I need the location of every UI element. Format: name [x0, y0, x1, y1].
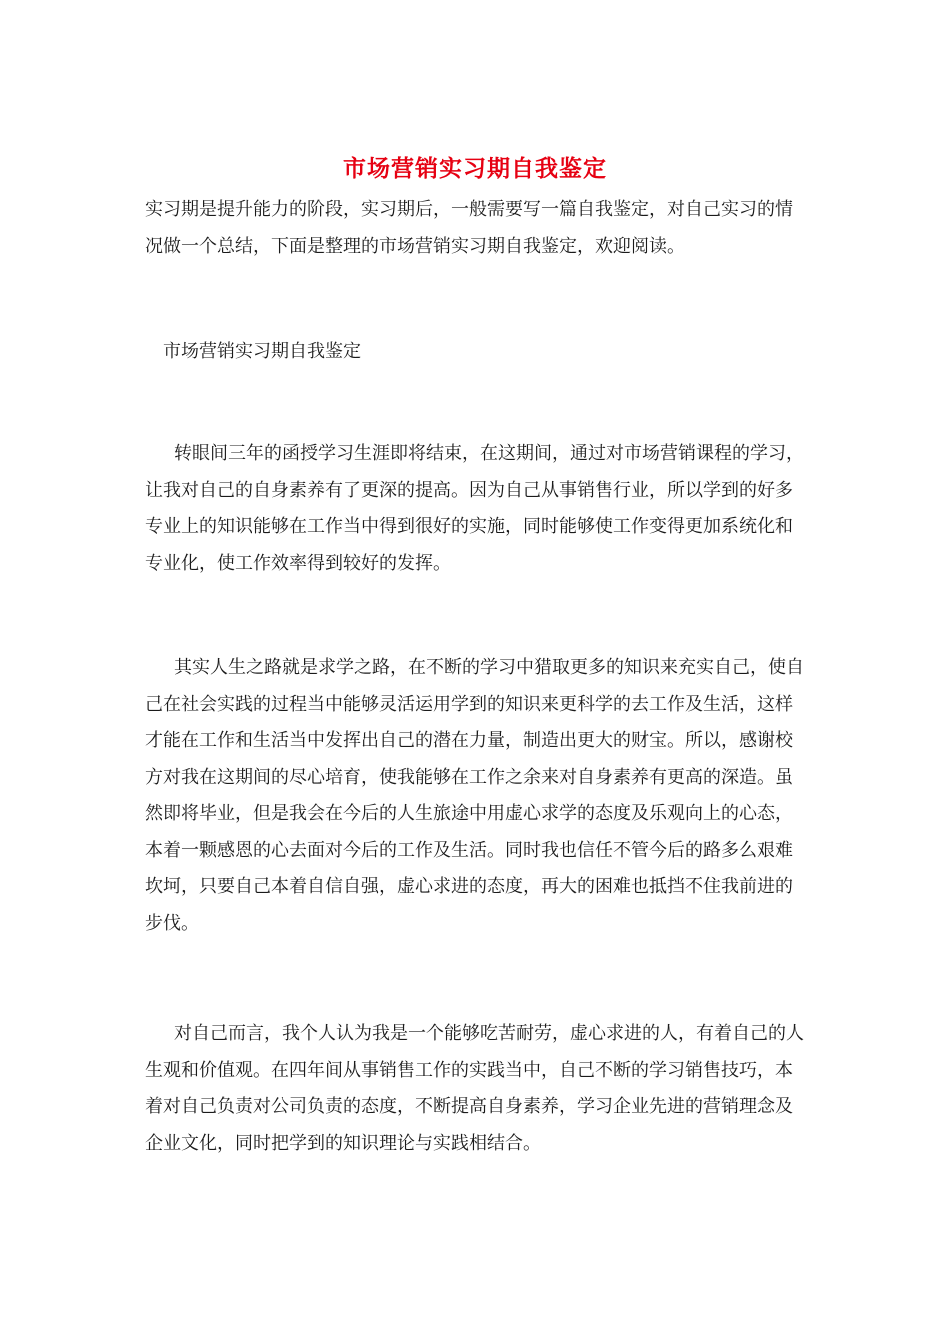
paragraph-text: 转眼间三年的函授学习生涯即将结束，在这期间，通过对市场营销课程的学习，让我对自己的自身素养有了更深的提高。因为自己从事销售行业，所以学到的好多专业上的知识能够在工作当中得到很好的实施，同时能够使工作变得更加系统化和专业化，使工作效率得到较好的发挥。	[145, 443, 804, 574]
body-paragraph-1	[145, 436, 810, 582]
body-paragraph-2	[145, 650, 810, 942]
section-subtitle	[145, 334, 810, 371]
subtitle-text: 市场营销实习期自我鉴定	[163, 341, 361, 362]
intro-text: 实习期是提升能力的阶段，实习期后，一般需要写一篇自我鉴定，对自己实习的情况做一个总结，下面是整理的市场营销实习期自我鉴定，欢迎阅读。	[145, 199, 793, 257]
paragraph-text: 其实人生之路就是求学之路，在不断的学习中猎取更多的知识来充实自己，使自己在社会实践的过程当中能够灵活运用学到的知识来更科学的去工作及生活，这样才能在工作和生活当中发挥出自己的潜在力量，制造出更大的财宝。所以，感谢校方对我在这期间的尽心培育，使我能够在工作之余来对自身素养有更高的深造。虽然即将毕业，但是我会在今后的人生旅途中用虚心求学的态度及乐观向上的心态，本着一颗感恩的心去面对今后的工作及生活。同时我也信任不管今后的路多么艰难坎坷，只要自己本着自信自强，虚心求进的态度，再大的困难也抵挡不住我前进的步伐。	[145, 657, 804, 934]
paragraph-text: 对自己而言，我个人认为我是一个能够吃苦耐劳，虚心求进的人，有着自己的人生观和价值观。在四年间从事销售工作的实践当中，自己不断的学习销售技巧，本着对自己负责对公司负责的态度，不断提高自身素养，学习企业先进的营销理念及企业文化，同时把学到的知识理论与实践相结合。	[145, 1023, 804, 1154]
intro-paragraph	[145, 192, 810, 265]
body-paragraph-3	[145, 1016, 810, 1162]
document-title: 市场营销实习期自我鉴定	[343, 155, 607, 182]
